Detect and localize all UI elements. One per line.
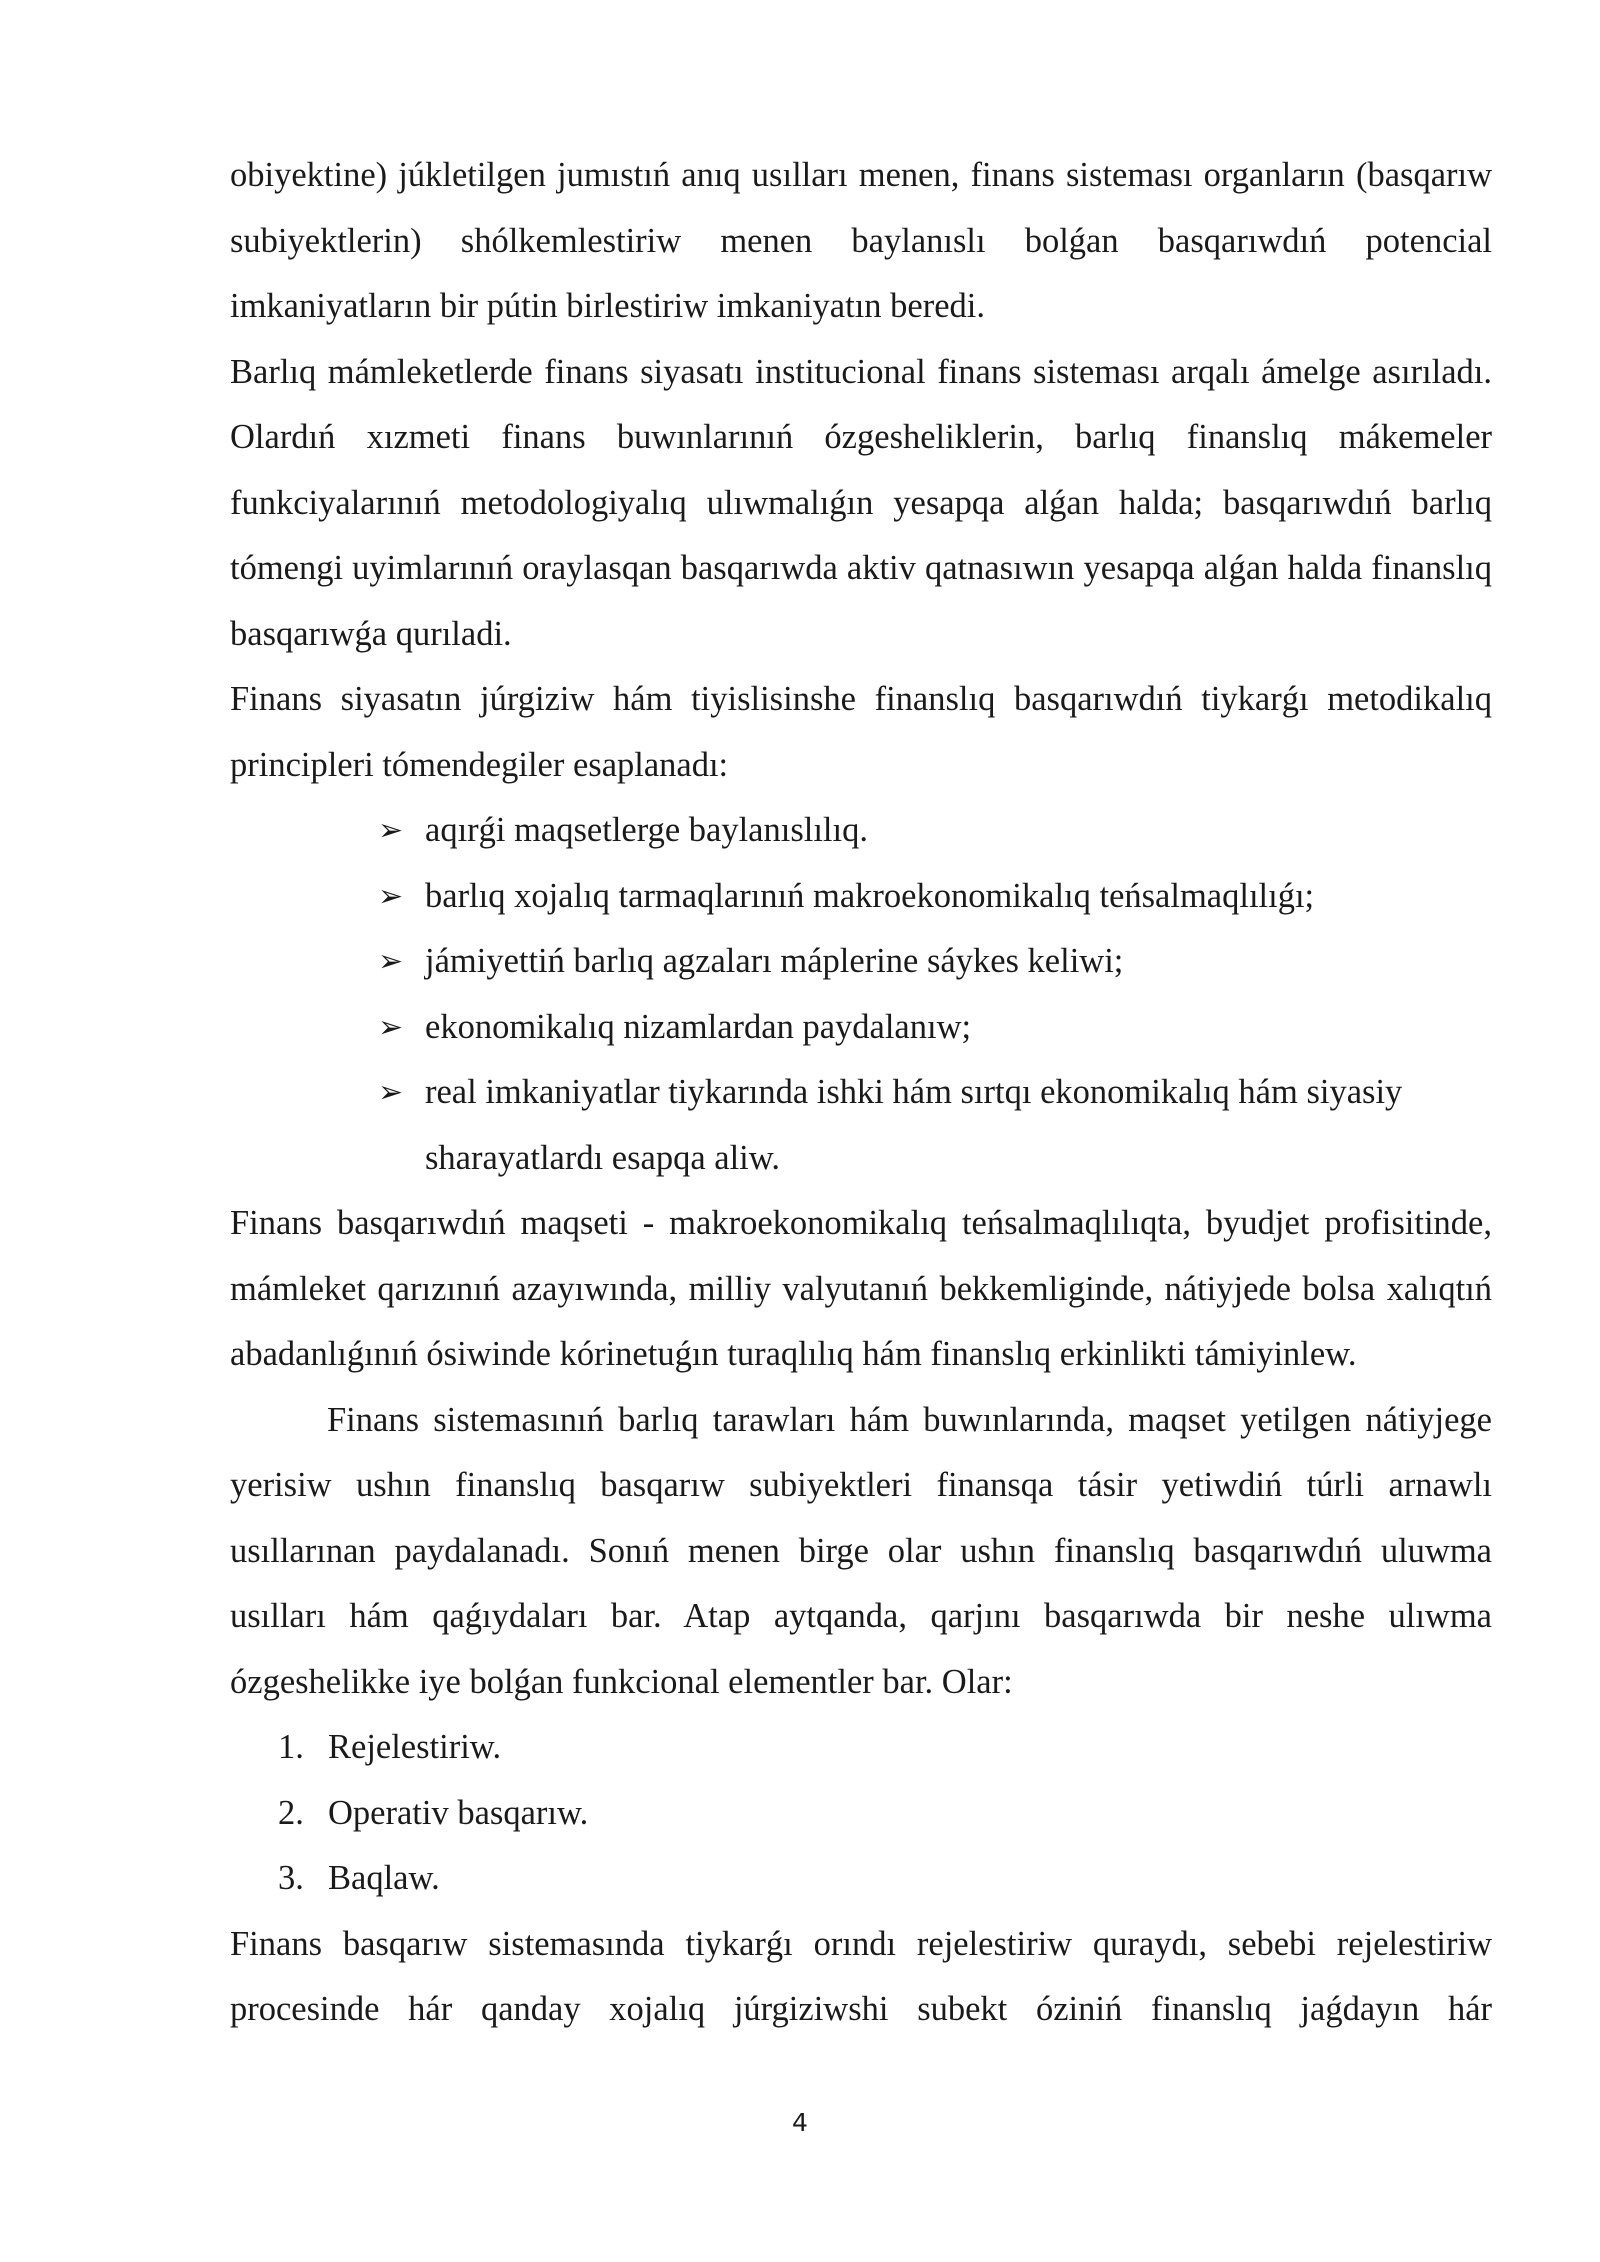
functional-elements-list (230, 1715, 1492, 1912)
arrow-bullet-icon: ➢ (378, 1009, 404, 1045)
list-item: ➢ jámiyettiń barlıq agzaları máplerine sáykes keliwi; (425, 929, 1492, 995)
paragraph-principles-intro: Finans siyasatın júrgiziw hám tiyislisinshe finanslıq basqarıwdıń tiykarǵı metodikalıq principleri tómendegiler esaplanadı: (230, 680, 1492, 784)
arrow-bullet-icon: ➢ (378, 813, 404, 848)
document-body (230, 143, 1492, 2043)
numbered-item: 2. Operativ basqarıw. (278, 1793, 589, 1832)
list-item: ➢ barlıq xojalıq tarmaqlarınıń makroekonomikalıq teńsalmaqlılıǵı; (425, 864, 1492, 930)
arrow-bullet-icon: ➢ (378, 1075, 404, 1110)
numbered-item: 3. Baqlaw. (278, 1859, 440, 1897)
paragraph-intro: obiyektine) júkletilgen jumıstıń anıq usılları menen, finans sisteması organların (basqarıw subiyektlerin) shólkemlestiriw menen baylanıslı bolǵan basqarıwdıń potencial imkaniyatların bir pútin birlestiriw imkaniyatın beredi. (230, 156, 1492, 325)
list-item: ➢ real imkaniyatlar tiykarında ishki hám sırtqı ekonomikalıq hám siyasiy sharayatlardı esapqa aliw. (425, 1060, 1492, 1191)
list-item: ➢ aqırǵi maqsetlerge baylanıslılıq. (425, 798, 1492, 864)
arrow-bullet-icon: ➢ (378, 944, 404, 979)
paragraph-methods: Finans sistemasınıń barlıq tarawları hám buwınlarında, maqset yetilgen nátiyjege yerisiw ushın finanslıq basqarıw subiyektleri finansqa tásir yetiwdiń túrli arnawlı usıllarınan paydalanadı. Sonıń menen birge olar ushın finanslıq basqarıwdıń uluwma usılları hám qaǵıydaları bar. Atap aytqanda, qarjını basqarıwda bir neshe ulıwma ózgeshelikke iye bolǵan funkcional elementler bar. Olar: (230, 1400, 1492, 1701)
numbered-item: 1. Rejelestiriw. (278, 1728, 502, 1766)
principles-list (230, 798, 1492, 1191)
paragraph-finance-policy: Barlıq mámleketlerde finans siyasatı institucional finans sisteması arqalı ámelge asırıladı. Olardıń xızmeti finans buwınlarınıń ózgesheliklerin, barlıq finanslıq mákemeler funkciyalarınıń metodologiyalıq ulıwmalıǵın yesapqa alǵan halda; basqarıwdıń barlıq tómengi uyimlarınıń oraylasqan basqarıwda aktiv qatnasıwın yesapqa alǵan halda finanslıq basqarıwǵa qurıladi. (230, 352, 1492, 653)
page-number: 4 (792, 2108, 808, 2137)
paragraph-planning: Finans basqarıw sistemasında tiykarǵı orındı rejelestiriw quraydı, sebebi rejelestiriw procesinde hár qanday xojalıq júrgiziwshi subekt óziniń finanslıq jaǵdayın hár (230, 1924, 1492, 2028)
list-item: ➢ ekonomikalıq nizamlardan paydalanıw; (425, 995, 1492, 1061)
arrow-bullet-icon: ➢ (378, 878, 404, 914)
paragraph-goal: Finans basqarıwdıń maqseti - makroekonomikalıq teńsalmaqlılıqta, byudjet profisitinde, mámleket qarızınıń azayıwında, milliy valyutanıń bekkemliginde, nátiyjede bolsa xalıqtıń abadanlıǵınıń ósiwinde kórinetuǵın turaqlılıq hám finanslıq erkinlikti támiyinlew. (230, 1204, 1492, 1373)
